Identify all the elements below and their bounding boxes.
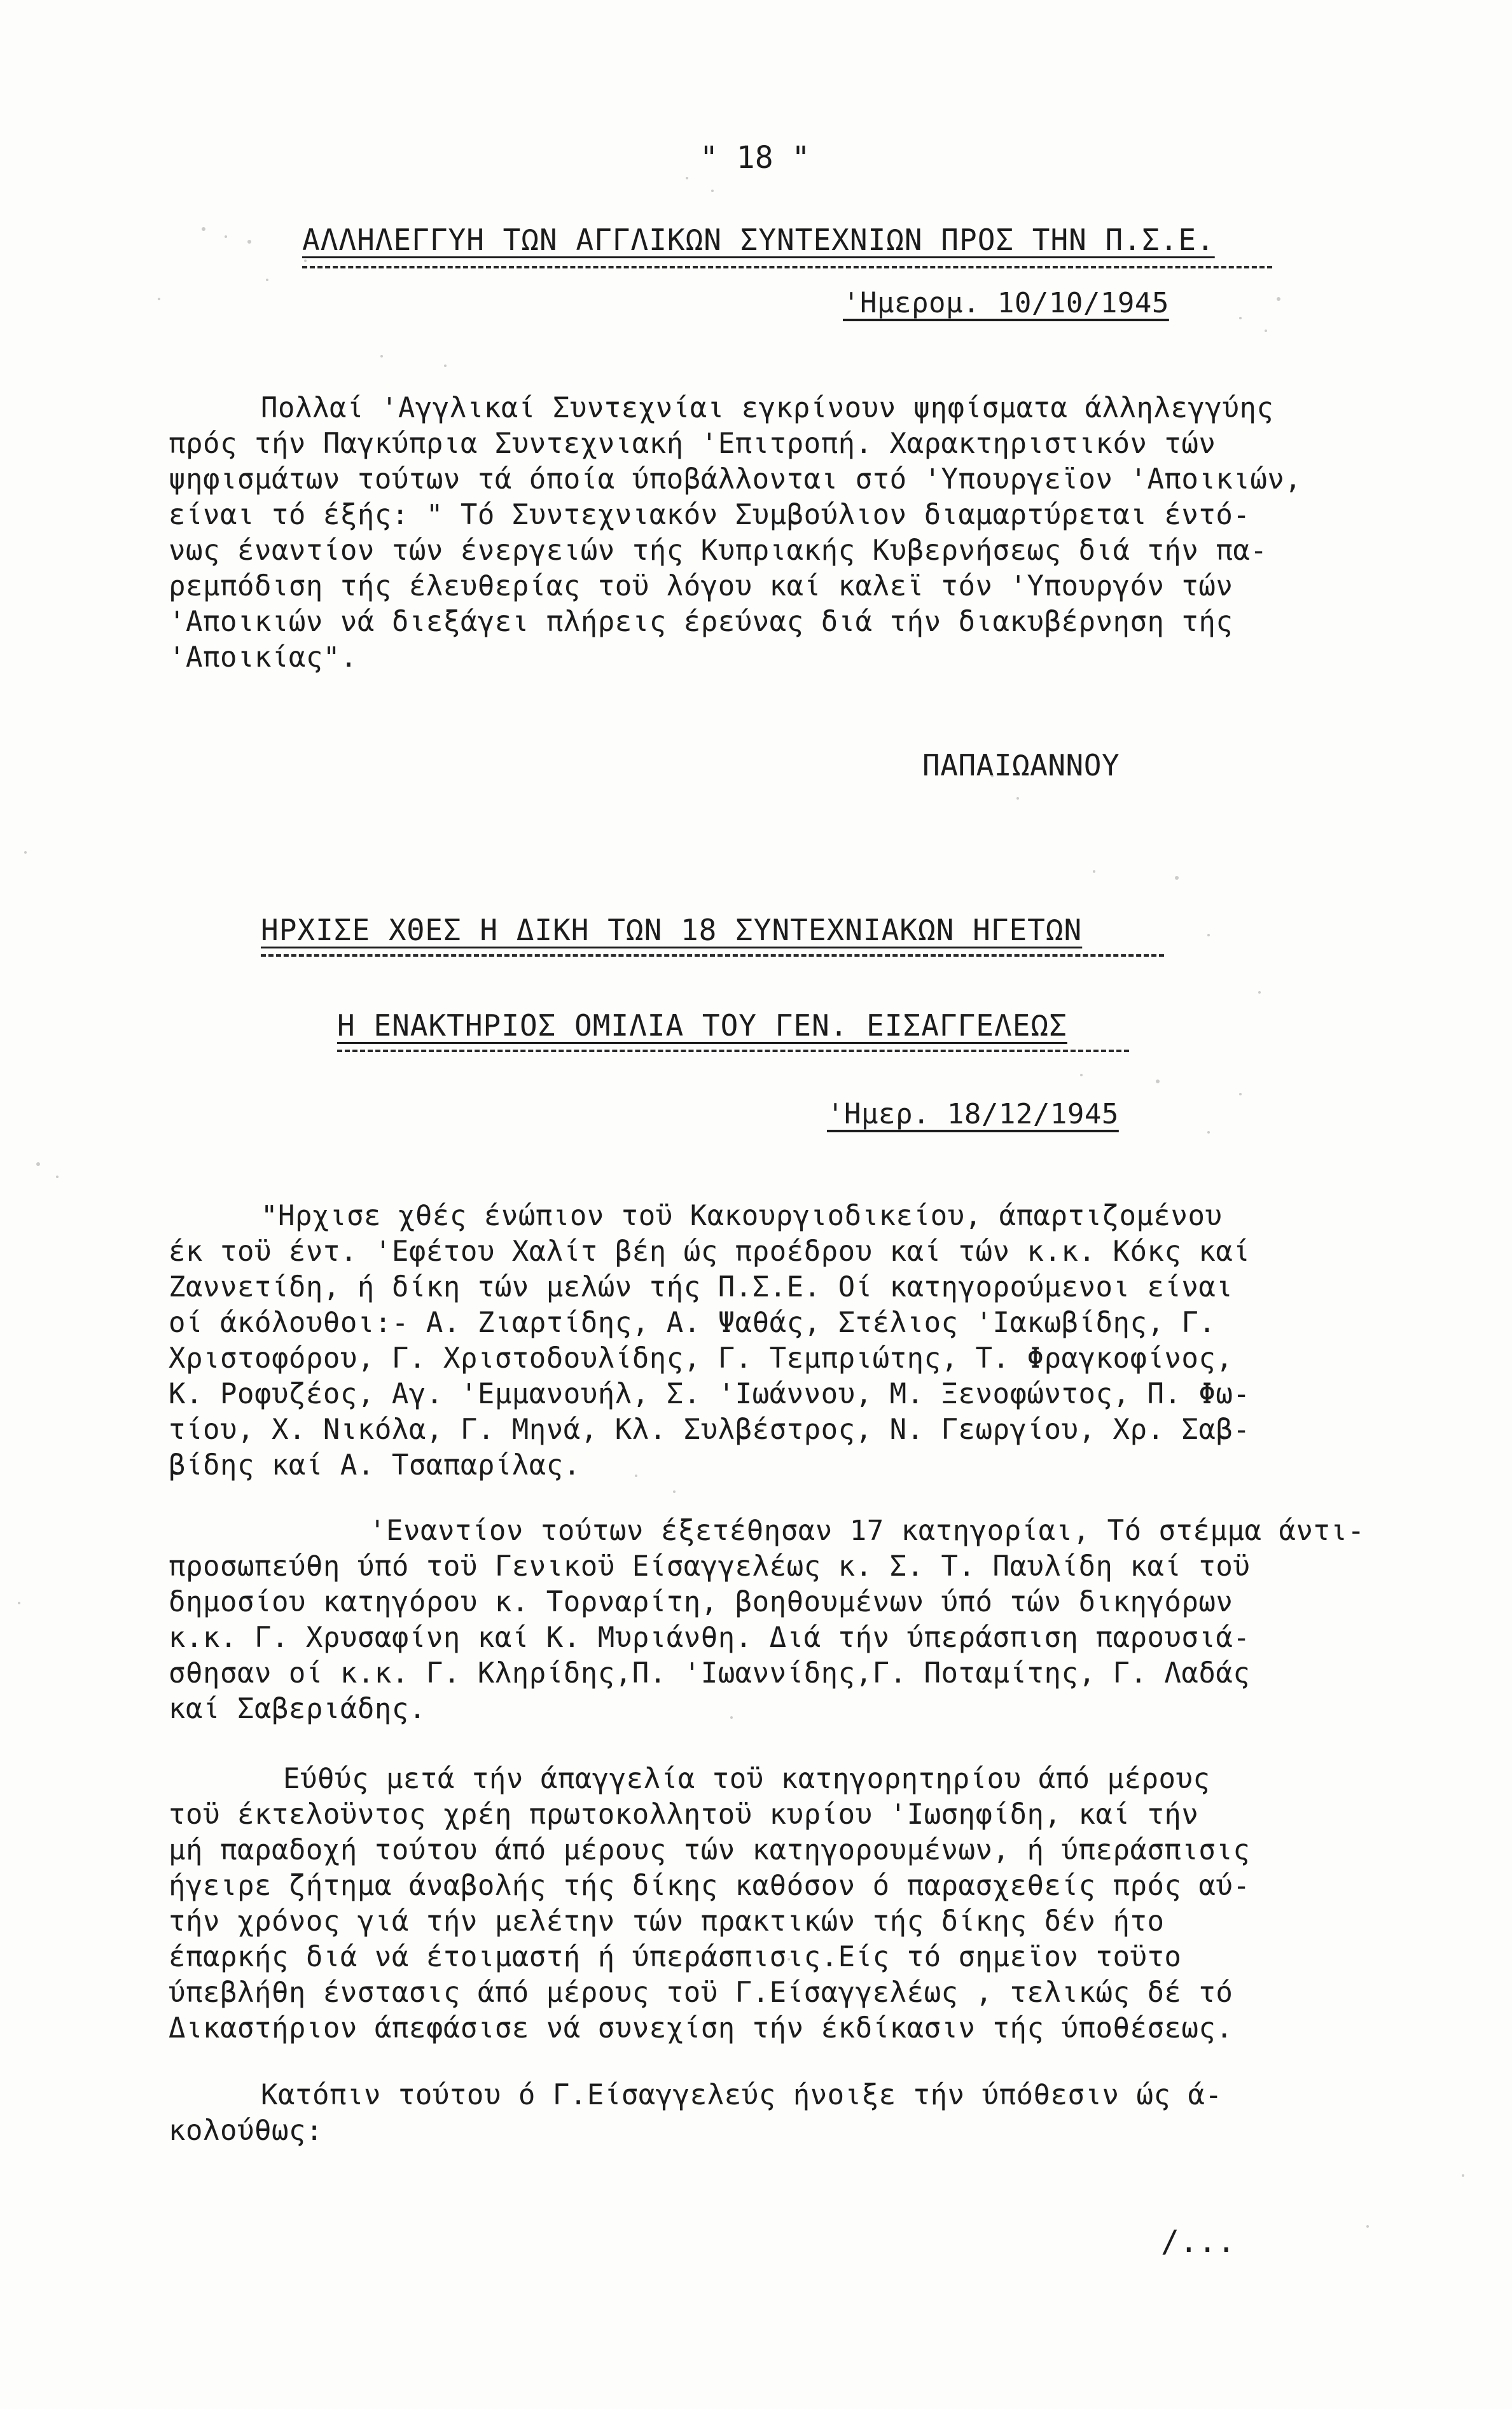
- article2-line: καί Σαβεριάδης.: [169, 1693, 426, 1725]
- article2-line: τήν χρόνος γιά τήν μελέτην τών πρακτικών τής δίκης δέν ήτο: [169, 1905, 1165, 1938]
- article2-line: σθησαν οί κ.κ. Γ. Κληρίδης,Π. 'Ιωαννίδης,Γ. Ποταμίτης, Γ. Λαδάς: [169, 1657, 1251, 1690]
- article2-line: δημοσίου κατηγόρου κ. Τορναρίτη, βοηθουμένων ύπό τών δικηγόρων: [169, 1586, 1233, 1618]
- article2-line: Ζαννετίδη, ή δίκη τών μελών τής Π.Σ.Ε. Οί κατηγορούμενοι είναι: [169, 1271, 1233, 1303]
- article1-line: Πολλαί 'Αγγλικαί Συντεχνίαι εγκρίνουν ψηφίσματα άλληλεγγύης: [261, 392, 1274, 424]
- article2-line: Κ. Ροφυζέος, Αγ. 'Εμμανουήλ, Σ. 'Ιωάννου, Μ. Ξενοφώντος, Π. Φω-: [169, 1378, 1251, 1410]
- article1-line: ρεμπόδιση τής έλευθερίας τοϋ λόγου καί καλεϊ τόν 'Υπουργόν τών: [169, 570, 1233, 602]
- article1-headline-rule: [302, 266, 1272, 268]
- article2-line: έκ τοϋ έντ. 'Εφέτου Χαλίτ βέη ώς προέδρου καί τών κ.κ. Κόκς καί: [169, 1235, 1251, 1268]
- article1-signature: ΠΑΠΑΙΩΑΝΝΟΥ: [922, 748, 1120, 782]
- article2-subheadline-rule: [337, 1050, 1129, 1052]
- page-number: " 18 ": [700, 140, 810, 176]
- article2-line: κολούθως:: [169, 2114, 323, 2147]
- article2-line: οί άκόλουθοι:- Α. Ζιαρτίδης, Α. Ψαθάς, Στέλιος 'Ιακωβίδης, Γ.: [169, 1307, 1216, 1339]
- article1-line: νως έναντίον τών ένεργειών τής Κυπριακής Κυβερνήσεως διά τήν πα-: [169, 534, 1268, 567]
- article1-line: πρός τήν Παγκύπρια Συντεχνιακή 'Επιτροπή. Χαρακτηριστικόν τών: [169, 427, 1216, 460]
- article2-line: Χριστοφόρου, Γ. Χριστοδουλίδης, Γ. Τεμπριώτης, Τ. Φραγκοφίνος,: [169, 1342, 1233, 1375]
- article2-headline: ΗΡΧΙΣΕ ΧΘΕΣ Η ΔΙΚΗ ΤΩΝ 18 ΣΥΝΤΕΧΝΙΑΚΩΝ ΗΓΕΤΩΝ: [261, 913, 1083, 947]
- continuation-marker: /...: [1161, 2224, 1236, 2260]
- article1-line: 'Αποικίας".: [169, 641, 357, 674]
- article1-line: ψηφισμάτων τούτων τά όποία ύποβάλλονται στό 'Υπουργεϊον 'Αποικιών,: [169, 463, 1302, 496]
- article2-line: "Ηρχισε χθές ένώπιον τοϋ Κακουργιοδικείου, άπαρτιζομένου: [261, 1200, 1223, 1232]
- article2-line: Δικαστήριον άπεφάσισε νά συνεχίση τήν έκδίκασιν τής ύποθέσεως.: [169, 2012, 1233, 2045]
- article2-line: τίου, Χ. Νικόλα, Γ. Μηνά, Κλ. Συλβέστρος, Ν. Γεωργίου, Χρ. Σαβ-: [169, 1413, 1251, 1446]
- article2-line: ήγειρε ζήτημα άναβολής τής δίκης καθόσον ό παρασχεθείς πρός αύ-: [169, 1870, 1251, 1902]
- article2-line: Κατόπιν τούτου ό Γ.Είσαγγελεύς ήνοιξε τήν ύπόθεσιν ώς ά-: [261, 2079, 1223, 2111]
- article2-line: μή παραδοχή τούτου άπό μέρους τών κατηγορουμένων, ή ύπεράσπισις: [169, 1834, 1251, 1866]
- article2-line: ύπεβλήθη ένστασις άπό μέρους τοϋ Γ.Είσαγγελέως , τελικώς δέ τό: [169, 1976, 1233, 2009]
- article2-line: 'Εναντίον τούτων έξετέθησαν 17 κατηγορίαι, Τό στέμμα άντι-: [369, 1515, 1365, 1547]
- article1-line: 'Αποικιών νά διεξάγει πλήρεις έρεύνας διά τήν διακυβέρνηση τής: [169, 606, 1233, 638]
- article2-line: Εύθύς μετά τήν άπαγγελία τοϋ κατηγορητηρίου άπό μέρους: [283, 1763, 1210, 1795]
- article2-line: τοϋ έκτελοϋντος χρέη πρωτοκολλητοϋ κυρίου 'Ιωσηφίδη, καί τήν: [169, 1798, 1199, 1831]
- article2-headline-rule: [261, 954, 1164, 957]
- article2-subheadline: Η ΕΝΑΚΤΗΡΙΟΣ ΟΜΙΛΙΑ ΤΟΥ ΓΕΝ. ΕΙΣΑΓΓΕΛΕΩΣ: [337, 1008, 1067, 1043]
- article1-line: είναι τό έξής: " Τό Συντεχνιακόν Συμβούλιον διαμαρτύρεται έντό-: [169, 499, 1251, 531]
- article2-line: βίδης καί Α. Τσαπαρίλας.: [169, 1449, 581, 1482]
- article1-headline: ΑΛΛΗΛΕΓΓΥΗ ΤΩΝ ΑΓΓΛΙΚΩΝ ΣΥΝΤΕΧΝΙΩΝ ΠΡΟΣ ΤΗΝ Π.Σ.Ε.: [302, 223, 1215, 257]
- article2-line: έπαρκής διά νά έτοιμαστή ή ύπεράσπισις.Είς τό σημεϊον τοϋτο: [169, 1941, 1182, 1973]
- article2-date: 'Ημερ. 18/12/1945: [827, 1098, 1119, 1130]
- article2-line: κ.κ. Γ. Χρυσαφίνη καί Κ. Μυριάνθη. Διά τήν ύπεράσπιση παρουσιά-: [169, 1621, 1251, 1654]
- article2-line: προσωπεύθη ύπό τοϋ Γενικοϋ Είσαγγελέως κ. Σ. Τ. Παυλίδη καί τοϋ: [169, 1550, 1251, 1583]
- article1-date: 'Ημερομ. 10/10/1945: [843, 287, 1169, 319]
